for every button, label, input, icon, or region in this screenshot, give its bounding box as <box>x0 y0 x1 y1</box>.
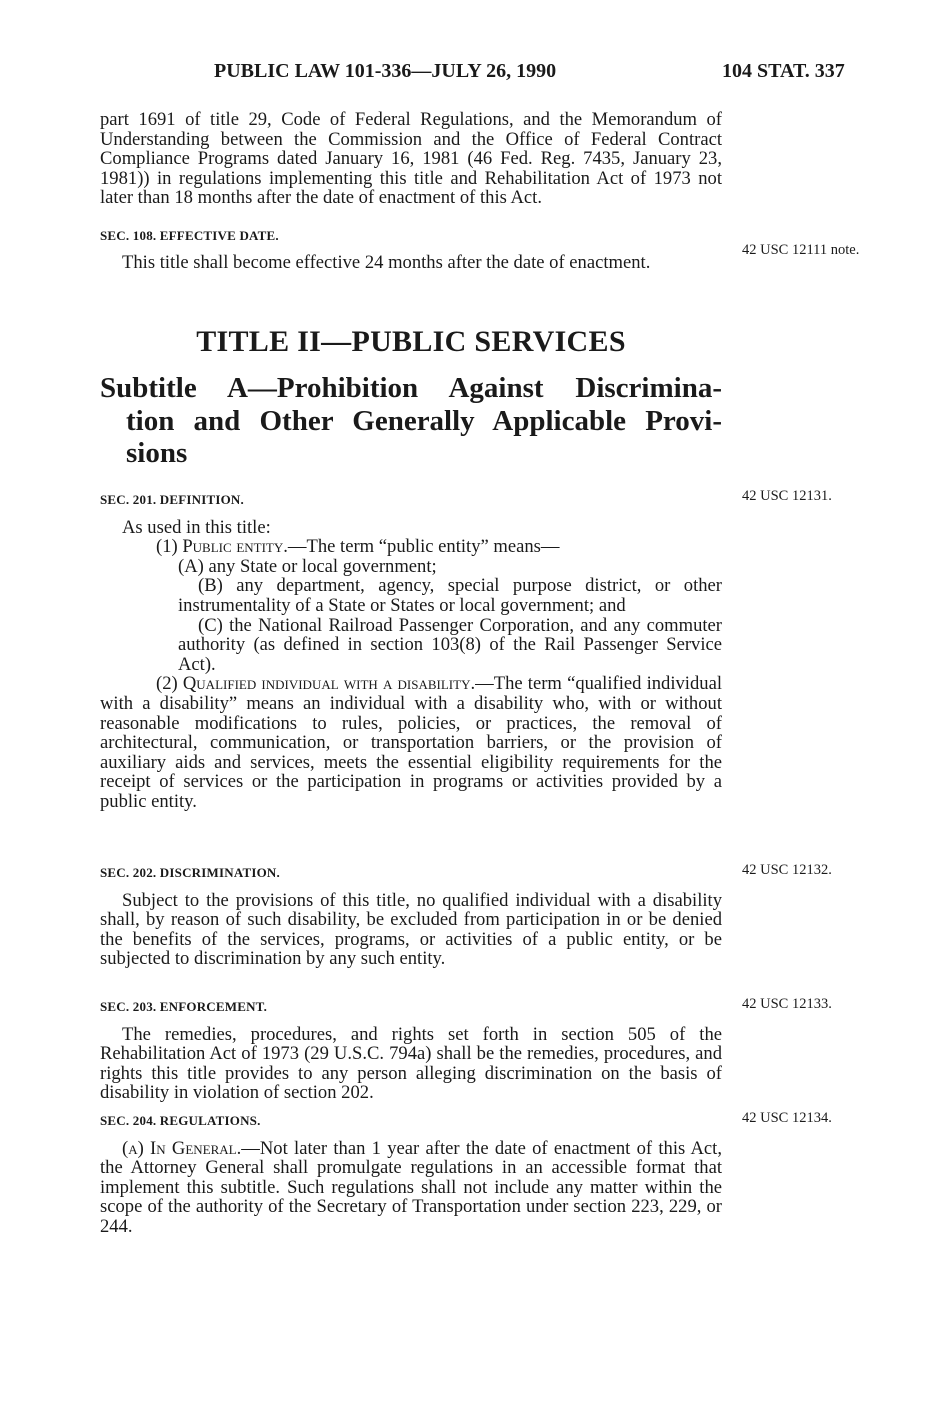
margin-note-sec-203: 42 USC 12133. <box>742 996 832 1012</box>
para-1-label: (1) Public entity. <box>156 536 288 558</box>
margin-note-sec-201: 42 USC 12131. <box>742 488 832 504</box>
para-2-label: (2) Qualified individual with a disability. <box>156 673 476 695</box>
sec-201-para-1c: (C) the National Railroad Passenger Corporation, and any commuter authority (as defined in section 103(8) of the Rail Passenger Service Act). <box>178 614 722 675</box>
subtitle-line-2: tion and Other Generally Applicable Provi- <box>126 404 722 437</box>
sec-201 <box>100 490 722 812</box>
title-heading: TITLE II—PUBLIC SERVICES <box>196 325 626 358</box>
sec-201-para-1a: (A) any State or local government; <box>178 555 437 577</box>
margin-note-sec-204: 42 USC 12134. <box>742 1110 832 1126</box>
sec-202-heading: SEC. 202. DISCRIMINATION. <box>100 865 280 880</box>
sec-204-heading: SEC. 204. REGULATIONS. <box>100 1113 261 1128</box>
sec-204-para-a <box>100 1139 722 1237</box>
running-header: PUBLIC LAW 101-336—JULY 26, 1990 <box>214 60 557 82</box>
sec-201-heading: SEC. 201. DEFINITION. <box>100 492 244 507</box>
sec-201-para-2 <box>100 674 722 811</box>
sec-108-text: This title shall become effective 24 months after the date of enactment. <box>122 251 651 273</box>
top-section <box>100 110 722 272</box>
sec-201-intro: As used in this title: <box>122 516 271 538</box>
subtitle-line-1: Subtitle A—Prohibition Against Discrimina- <box>100 372 722 404</box>
subtitle-line-3: sions <box>126 437 188 469</box>
sec-201-para-1 <box>100 537 722 557</box>
sec-203 <box>100 997 722 1103</box>
margin-note-sec-108: 42 USC 12111 note. <box>742 242 860 258</box>
para-a-label: (a) In General. <box>122 1137 242 1159</box>
page-citation: 104 STAT. 337 <box>722 60 845 82</box>
subtitle-heading <box>100 372 722 470</box>
sec-203-text: The remedies, procedures, and rights set forth in section 505 of the Rehabilitation Act of 1973 (29 U.S.C. 794a) shall be the remedies, procedures, and rights this title provides to any person alleging discrimination on the basis of disability in violation of section 202. <box>100 1023 722 1104</box>
sec-204 <box>100 1111 722 1237</box>
continuation-paragraph: part 1691 of title 29, Code of Federal Regulations, and the Memorandum of Understanding between the Commission and the Office of Federal Contract Compliance Programs dated January 16, 1981 (46 Fed. Reg. 7435, January 23, 1981)) in regulations implementing this title and Rehabilitation Act of 1973 not later than 18 months after the date of enactment of this Act. <box>100 109 722 209</box>
para-1-text: —The term “public entity” means— <box>287 536 560 558</box>
sec-108-heading: SEC. 108. EFFECTIVE DATE. <box>100 227 279 243</box>
sec-202-text: Subject to the provisions of this title, no qualified individual with a disability shall, by reason of such disability, be excluded from participation in or be denied the benefits of the services, programs, or activities of a public entity, or be subjected to discrimination by any such entity. <box>100 889 722 970</box>
margin-note-sec-202: 42 USC 12132. <box>742 862 832 878</box>
para-2-text: —The term “qualified individual with a disability” means an individual with a disability who, with or without reasonable modifications to rules, policies, or practices, the removal of architectural, communication, or transportation barriers, or the provision of auxiliary aids and services, meets the essential eligibility requirements for the receipt of services or the participation in programs or activities provided by a public entity. <box>100 673 722 812</box>
sec-203-heading: SEC. 203. ENFORCEMENT. <box>100 999 268 1014</box>
sec-202 <box>100 863 722 969</box>
sec-201-para-1b: (B) any department, agency, special purpose district, or other instrumentality of a State or States or local government; and <box>178 575 722 616</box>
para-a-text: —Not later than 1 year after the date of enactment of this Act, the Attorney General shall promulgate regulations in an accessible format that implement this subtitle. Such regulations shall not include any matter within the scope of the authority of the Secretary of Transportation under section 223, 229, or 244. <box>100 1137 722 1237</box>
